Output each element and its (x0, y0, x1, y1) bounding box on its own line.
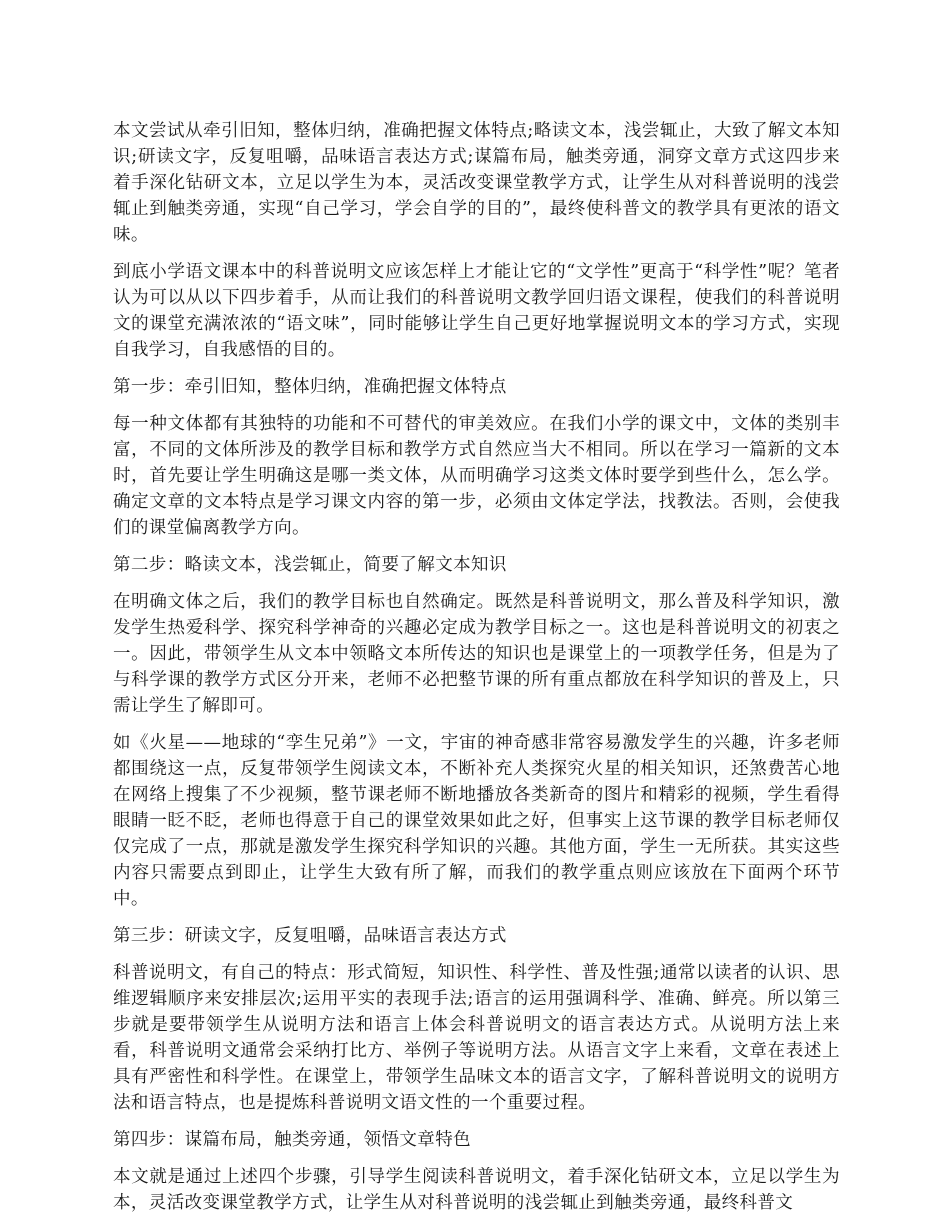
paragraph-mars-example: 如《火星——地球的“孪生兄弟”》一文，宇宙的神奇感非常容易激发学生的兴趣，许多老师都围绕这一点，反复带领学生阅读文本，不断补充人类探究火星的相关知识，还煞费苦心地在网络上搜集了不少视频，整节课老师不断地播放各类新奇的图片和精彩的视频，学生看得眼睛一眨不眨，老师也得意于自己的课堂效果如此之好，但事实上这节课的教学目标老师仅仅完成了一点，那就是激发学生探究科学知识的兴趣。其他方面，学生一无所获。其实这些内容只需要点到即止，让学生大致有所了解，而我们的教学重点则应该放在下面两个环节中。 (113, 733, 840, 909)
paragraph-intro: 本文尝试从牵引旧知，整体归纳，准确把握文体特点;略读文本，浅尝辄止，大致了解文本知识;研读文字，反复咀嚼，品味语言表达方式;谋篇布局，触类旁通，洞穿文章方式这四步来着手深化钻研文本，立足以学生为本，灵活改变课堂教学方式，让学生从对科普说明的浅尝辄止到触类旁通，实现“自己学习，学会自学的目的”，最终使科普文的教学具有更浓的语文味。 (113, 121, 840, 245)
step-one-heading: 第一步：牵引旧知，整体归纳，准确把握文体特点 (113, 377, 507, 397)
step-three-heading: 第三步：研读文字，反复咀嚼，品味语言表达方式 (113, 926, 507, 946)
paragraph-step-three: 科普说明文，有自己的特点：形式简短，知识性、科学性、普及性强;通常以读者的认识、思维逻辑顺序来安排层次;运用平实的表现手法;语言的运用强调科学、准确、鲜亮。所以第三步就是要带领学生从说明方法和语言上体会科普说明文的语言表达方式。从说明方法上来看，科普说明文通常会采纳打比方、举例子等说明方法。从语言文字上来看，文章在表述上具有严密性和科学性。在课堂上，带领学生品味文本的语言文字，了解科普说明文的说明方法和语言特点，也是提炼科普说明文语文性的一个重要过程。 (113, 963, 840, 1113)
paragraph-step-two: 在明确文体之后，我们的教学目标也自然确定。既然是科普说明文，那么普及科学知识，激发学生热爱科学、探究科学神奇的兴趣必定成为教学目标之一。这也是科普说明文的初衷之一。因此，带领学生从文本中领略文本所传达的知识也是课堂上的一项教学任务，但是为了与科学课的教学方式区分开来，老师不必把整节课的所有重点都放在科学知识的普及上，只需让学生了解即可。 (113, 592, 840, 716)
paragraph-conclusion: 本文就是通过上述四个步骤，引导学生阅读科普说明文，着手深化钻研文本，立足以学生为本，灵活改变课堂教学方式，让学生从对科普说明的浅尝辄止到触类旁通，最终科普文 (113, 1167, 840, 1213)
step-two-heading: 第二步：略读文本，浅尝辄止，简要了解文本知识 (113, 555, 507, 575)
step-four-heading: 第四步：谋篇布局，触类旁通，领悟文章特色 (113, 1130, 471, 1150)
paragraph-step-one: 每一种文体都有其独特的功能和不可替代的审美效应。在我们小学的课文中，文体的类别丰富，不同的文体所涉及的教学目标和教学方式自然应当大不相同。所以在学习一篇新的文本时，首先要让学生明确这是哪一类文体，从而明确学习这类文体时要学到些什么，怎么学。确定文章的文本特点是学习课文内容的第一步，必须由文体定学法，找教法。否则，会使我们的课堂偏离教学方向。 (113, 414, 840, 538)
paragraph-question: 到底小学语文课本中的科普说明文应该怎样上才能让它的“文学性”更高于“科学性”呢？笔者认为可以从以下四步着手，从而让我们的科普说明文教学回归语文课程，使我们的科普说明文的课堂充满浓浓的“语文味”，同时能够让学生自己更好地掌握说明文本的学习方式，实现自我学习，自我感悟的目的。 (113, 262, 840, 360)
